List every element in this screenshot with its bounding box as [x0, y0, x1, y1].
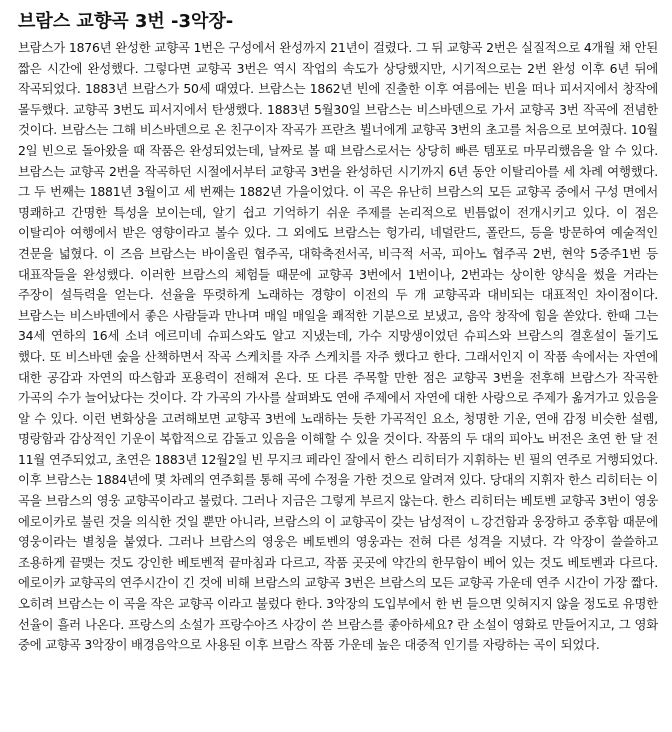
document-body: 브람스가 1876년 완성한 교향곡 1번은 구성에서 완성까지 21년이 걸렸다. 그 뒤 교향곡 2번은 실질적으로 4개월 채 안된 짧은 시간에 완성했다. 그렇다면 교향곡 3번은 역시 작업의 속도가 상당했지만, 시기적으로는 2번 완성 이후 6년 뒤에 작곡되었다. 1883년 브람스가 50세 때였다. 브람스는 1862년 빈에 진출한 이후 여름에는 빈을 떠나 피서지에서 창작에 몰두했다. 교향곡 3번도 피서지에서 탄생했다. 1883년 5월30일 브람스는 비스바덴으로 가서 교향곡 3번 작곡에 전념한 것이다. 브람스는 그해 비스바덴으로 온 친구이자 작곡가 프란츠 뷜너에게 교향곡 3번의 초고를 처음으로 보여줬다. 10월 2일 빈으로 돌아왔을 때 작품은 완성되었는데, 날짜로 볼 때 브람스로서는 상당히 빠른 템포로 마무리했음을 알 수 있다. 브람스는 교향곡 2번을 작곡하던 시절에서부터 교향곡 3번을 완성하던 시기까지 6년 동안 이탈리아를 세 차례 여행했다. 그 두 번째는 1881년 3월이고 세 번째는 1882년 가을이었다. 이 곡은 유난히 브람스의 모든 교향곡 중에서 구성 면에서 명쾌하고 간명한 특성을 보이는데, 알기 쉽고 기억하기 쉬운 주제를 논리적으로 빈틈없이 전개시키고 있다. 이 점은 이탈리아 여행에서 받은 영향이라고 볼수 있다. 그 외에도 브람스는 헝가리, 네덜란드, 폴란드, 등을 방문하여 예술적인 견문을 넓혔다. 이 즈음 브람스는 바이올린 협주곡, 대학축전서곡, 비극적 서곡, 피아노 협주곡 2번, 현악 5중주1번 등 대표작들을 완성했다. 이러한 브람스의 체험들 때문에 교향곡 3번에서 1번이나, 2번과는 상이한 양식을 썼을 거라는 주장이 설득력을 얻는다. 선율을 뚜렷하게 노래하는 경향이 이전의 두 개 교향곡과 대비되는 대표적인 차이점이다. 브람스는 비스바덴에서 좋은 사람들과 만나며 매일 매일을 쾌적한 기분으로 보냈고, 음악 창작에 힘을 쏟았다. 한때 그는 34세 연하의 16세 소녀 에르미네 슈피스와도 알고 지냈는데, 가수 지망생이었던 슈피스와 브람스의 결혼설이 돌기도 했다. 또 비스바덴 숲을 산책하면서 작곡 스케치를 자주 스케치를 자주 했다고 한다. 그래서인지 이 작품 속에서는 자연에 대한 공감과 자연의 따스함과 포용력이 전해져 온다. 또 다른 주목할 만한 점은 교향곡 3번을 전후해 브람스가 작곡한 가곡의 수가 늘어났다는 것이다. 각 가곡의 가사를 살펴봐도 연애 주제에서 자연에 대한 사랑으로 주제가 옮겨가고 있음을 알 수 있다. 이런 변화상을 고려해보면 교향곡 3번에 노래하는 듯한 가곡적인 요소, 청명한 기운, 연애 감정 비슷한 설렘, 명랑함과 감상적인 기운이 복합적으로 감돌고 있음을 이해할 수 있을 것이다. 작품의 두 대의 피아노 버전은 초연 한 달 전 11월 연주되었고, 초연은 1883년 12월2일 빈 무지크 페라인 잘에서 한스 리히터가 지휘하는 빈 필의 연주로 거행되었다. 이후 브람스는 1884년에 몇 차례의 연주회를 통해 곡에 수정을 가한 것으로 알려져 있다. 당대의 지휘자 한스 리히터는 이 곡을 브람스의 영웅 교향곡이라고 불렀다. 그러나 지금은 그렇게 부르지 않는다. 한스 리히터는 베토벤 교향곡 3번이 영웅 에로이카로 불린 것을 의식한 것일 뿐만 아니라, 브람스의 이 교향곡이 갖는 남성적이 ㄴ강건함과 웅장하고 중후함 때문에 영웅이라는 별칭을 붙였다. 그러나 브람스의 영웅은 베토벤의 영웅과는 전혀 다른 성격을 지녔다. 각 악장이 쓸쓸하고 조용하게 끝맺는 것도 강인한 베토벤적 끝마침과 다르고, 작품 곳곳에 약간의 한무함이 베어 있는 것도 베토벤과 다르다. 에로이카 교향곡의 연주시간이 긴 것에 비해 브람스의 교향곡 3번은 브람스의 모든 교향곡 가운데 연주 시간이 가장 짧다. 오히려 브람스는 이 곡을 작은 교향곡 이라고 불렀다 한다. 3악장의 도입부에서 한 번 들으면 잊혀지지 않을 정도로 유명한 선율이 흘러 나온다. 프랑스의 소설가 프랑수아즈 사강이 쓴 브람스를 좋아하세요? 란 소설이 영화로 만들어지고, 그 영화 중에 교향곡 3악장이 배경음악으로 사용된 이후 브람스 작품 가운데 높은 대중적 인기를 자랑하는 곡이 되었다. [18, 40, 658, 653]
document [18, 10, 658, 656]
document-title: 브람스 교향곡 3번 -3악장- [18, 11, 234, 32]
